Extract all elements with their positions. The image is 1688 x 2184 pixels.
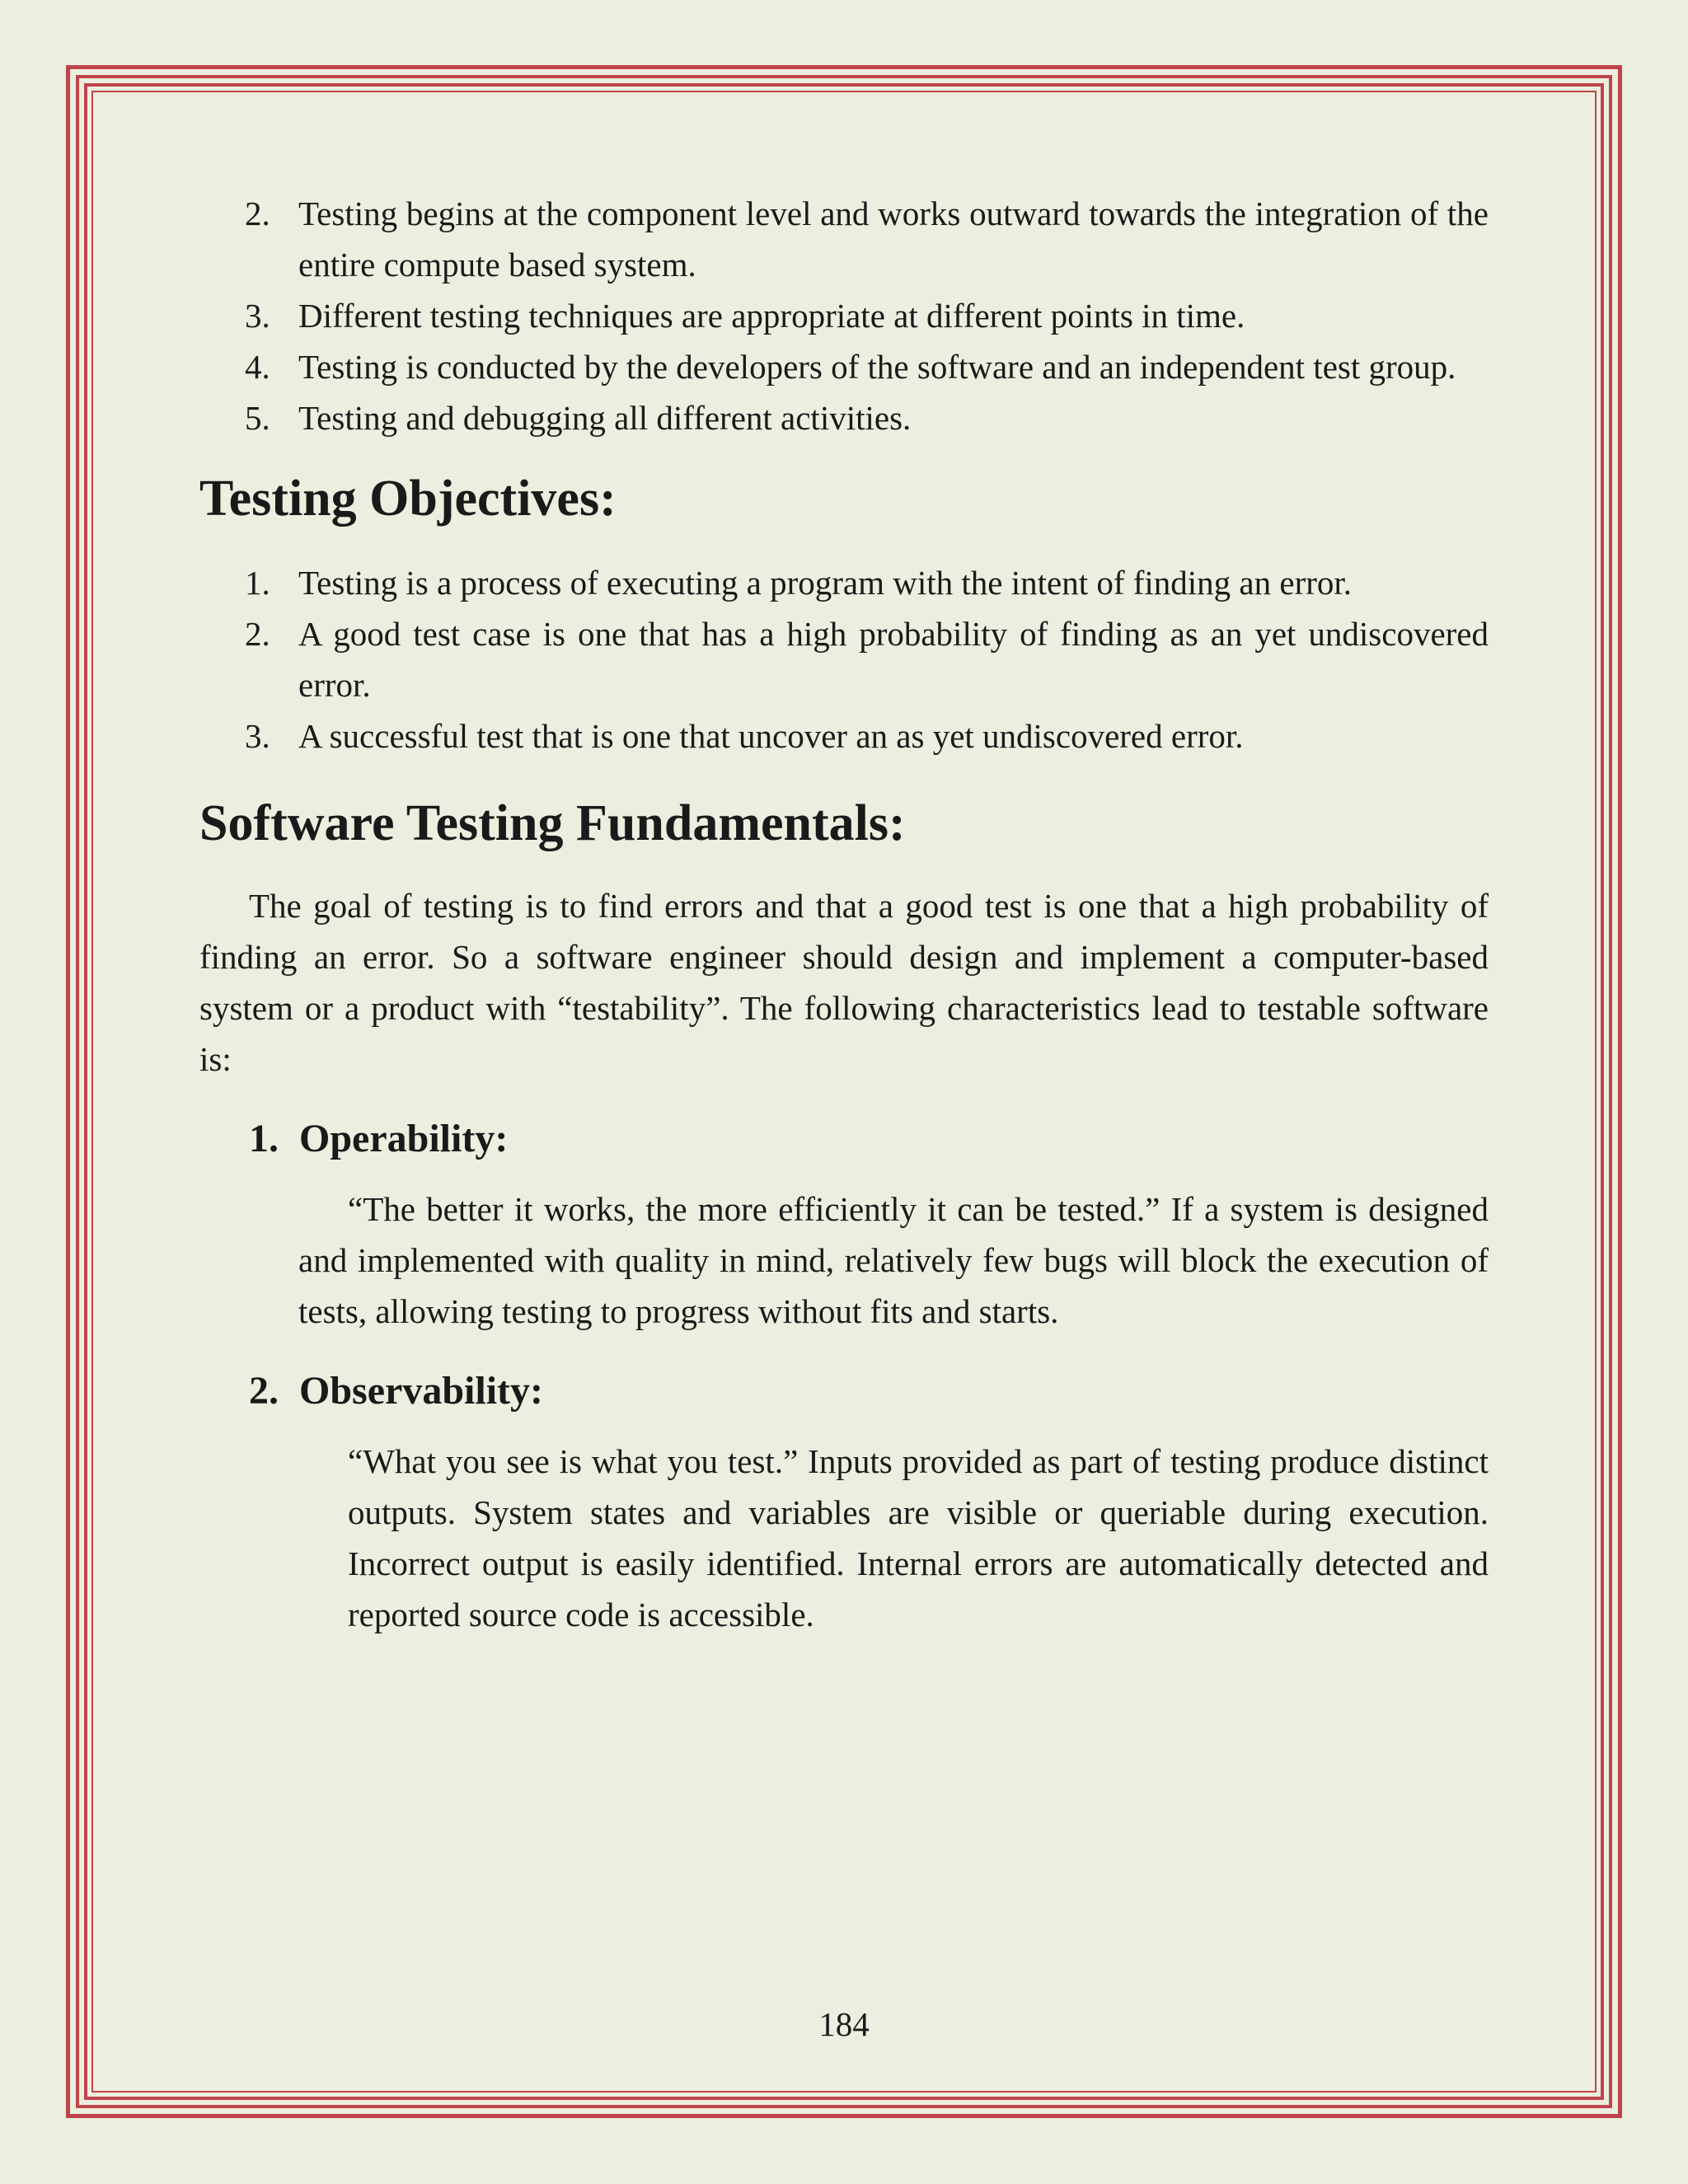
operability-title: Operability: [299, 1117, 509, 1160]
page-number: 184 [818, 2005, 870, 2043]
page-content [199, 188, 1489, 1640]
list-item: 4. Testing is conducted by the developers of the software and an independent test group. [245, 348, 1456, 386]
observability-heading [199, 1371, 1489, 1411]
list-item: 3. Different testing techniques are appropriate at different points in time. [245, 297, 1245, 335]
operability-text: “The better it works, the more efficiently it can be tested.” If a system is designed and implemented with quality in mind, relatively few bugs will block the execution of tests, allowing testing to progress without fits and starts. [298, 1190, 1489, 1330]
list-item: 2. A good test case is one that has a high probability of finding as an yet undiscovered error. [245, 615, 1489, 704]
fundamentals-heading: Software Testing Fundamentals: [199, 795, 906, 851]
observability-title: Observability: [299, 1369, 543, 1413]
observability-number: 2. [249, 1369, 279, 1413]
objectives-list [199, 557, 1489, 762]
fundamentals-paragraph: The goal of testing is to find errors and that a good test is one that a high probability of finding an error. So a software engineer should design and implement a computer-based system or a product with “testability”. The following characteristics lead to testable software is: [199, 887, 1489, 1078]
observability-text: “What you see is what you test.” Inputs provided as part of testing produce distinct outputs. System states and variables are visible or queriable during execution. Incorrect output is easily identified. Internal errors are automatically detected and reported source code is accessible. [348, 1442, 1489, 1633]
list-item: 1. Testing is a process of executing a program with the intent of finding an error. [245, 564, 1353, 602]
list-item: 3. A successful test that is one that uncover an as yet undiscovered error. [245, 717, 1244, 755]
operability-number: 1. [249, 1117, 279, 1160]
testing-objectives-heading: Testing Objectives: [199, 471, 617, 527]
intro-list [199, 188, 1489, 443]
list-item: 5. Testing and debugging all different activities. [245, 399, 912, 437]
operability-heading [199, 1119, 1489, 1159]
list-item: 2. Testing begins at the component level and works outward towards the integration of the entire compute based system. [245, 194, 1489, 284]
